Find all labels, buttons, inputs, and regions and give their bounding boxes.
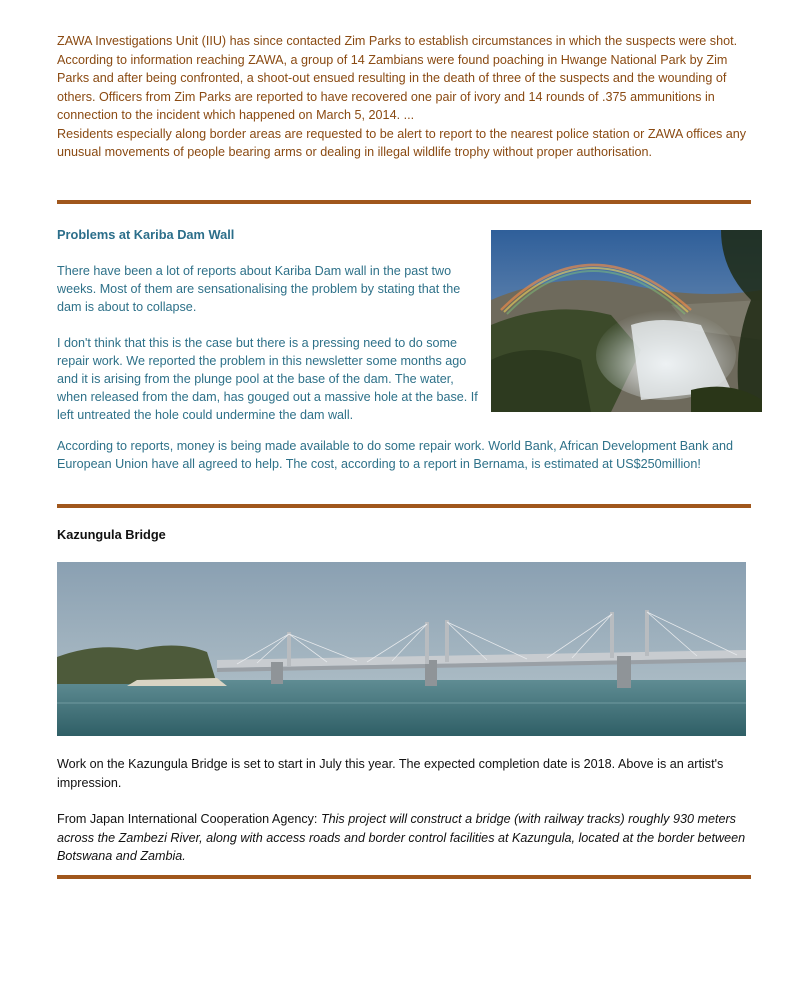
intro-paragraph: Residents especially along border areas are requested to be alert to report to the nearest police station or ZAWA offices any unusual movements of people bearing arms or dealing in illegal wildlife trophy without proper authorisation. <box>57 126 747 159</box>
section-divider <box>57 875 751 879</box>
kariba-section-title: Problems at Kariba Dam Wall <box>57 227 235 242</box>
kariba-dam-photo <box>491 230 762 412</box>
source-prefix: From Japan International Cooperation Agency: <box>57 812 321 826</box>
source-quote: This project will construct a bridge (with railway tracks) roughly 930 meters across the Zambezi River, along with access roads and border control facilities at Kazungula, located at the border between Botswana and Zambia. <box>57 812 746 863</box>
kazungula-section-title: Kazungula Bridge <box>57 527 166 542</box>
kariba-paragraph: I don't think that this is the case but there is a pressing need to do some repair work. We reported the problem in this newsletter some months ago and it is arising from the plunge pool at the base of the dam. The water, when released from the dam, has gouged out a massive hole at the base. If left untreated the hole could undermine the dam wall. <box>57 336 478 422</box>
kazungula-source <box>57 810 752 866</box>
kazungula-paragraph: Work on the Kazungula Bridge is set to start in July this year. The expected completion date is 2018. Above is an artist's impression. <box>57 757 724 790</box>
section-divider <box>57 504 751 508</box>
kazungula-bridge-photo <box>57 562 746 736</box>
kariba-body <box>57 262 482 442</box>
kariba-paragraph: There have been a lot of reports about Kariba Dam wall in the past two weeks. Most of them are sensationalising the problem by stating that the dam is about to collapse. <box>57 264 461 314</box>
intro-paragraph: ZAWA Investigations Unit (IIU) has since contacted Zim Parks to establish circumstances in which the suspects were shot. <box>57 34 738 48</box>
section-divider <box>57 200 751 204</box>
kazungula-body <box>57 755 752 884</box>
zawa-article <box>57 32 752 162</box>
kariba-paragraph: According to reports, money is being made available to do some repair work. World Bank, African Development Bank and European Union have all agreed to help. The cost, according to a report in Bernama, is estimated at US$250million! <box>57 439 733 471</box>
intro-paragraph: According to information reaching ZAWA, a group of 14 Zambians were found poaching in Hwange National Park by Zim Parks and after being confronted, a shoot-out ensued resulting in the death of three of the suspects and the wounding of others. Officers from Zim Parks are reported to have recovered one pair of ivory and 14 rounds of .375 ammunitions in connection to the incident which happened on March 5, 2014. ... <box>57 52 728 122</box>
